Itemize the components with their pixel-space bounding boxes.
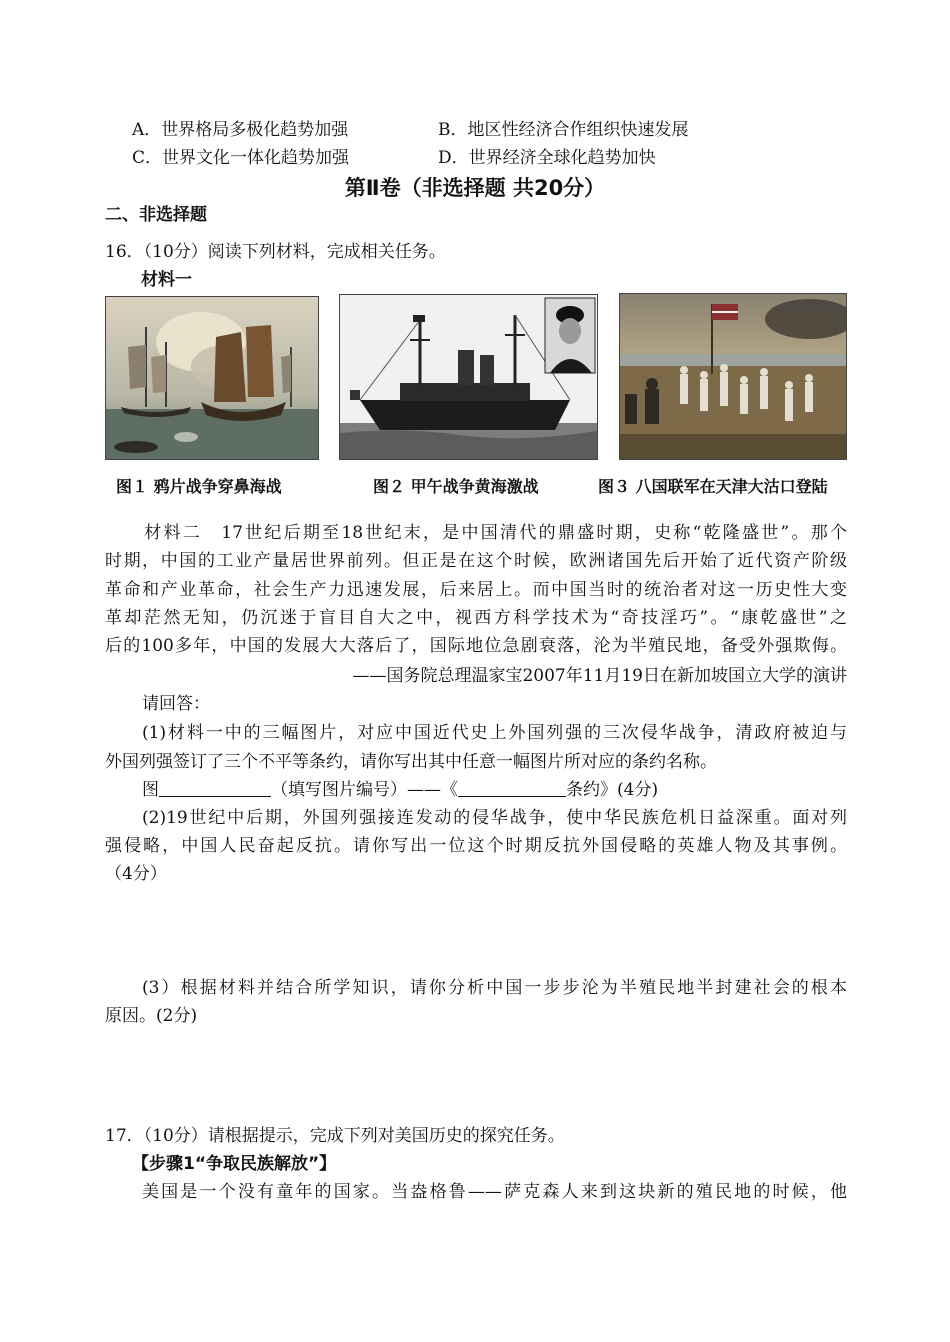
figure-3-caption: 图３ 八国联军在天津大沽口登陆 (598, 477, 828, 496)
part-title: 第Ⅱ卷（非选择题 共20分） (344, 176, 606, 200)
option-d: D．世界经济全球化趋势加快 (438, 148, 656, 168)
sub3-line: (3）根据材料并结合所学知识，请你分析中国一步步沦为半殖民地半封建社会的根本 (142, 978, 847, 998)
troops-landing-illustration (620, 294, 846, 459)
sub2-line: 强侵略，中国人民奋起反抗。请你写出一位这个时期反抗外国侵略的英雄人物及其事例。 (105, 836, 847, 856)
option-a: A．世界格局多极化趋势加强 (132, 120, 349, 140)
sub1-line: 外国列强签订了三个不平等条约，请你写出其中任意一幅图片所对应的条约名称。 (105, 752, 717, 772)
material2-line: 革却茫然无知，仍沉迷于盲目自大之中，视西方科学技术为“奇技淫巧”。“康乾盛世”之 (105, 608, 847, 628)
sub3-line: 原因。(2分) (105, 1006, 198, 1026)
material2-line: 时期，中国的工业产量居世界前列。但正是在这个时候，欧洲诸国先后开始了近代资产阶级 (105, 551, 847, 571)
figure-2-image (339, 294, 598, 460)
figure-number-blank[interactable] (159, 778, 271, 797)
material2-line: 后的100多年，中国的发展大大落后了，国际地位急剧衰落，沦为半殖民地，备受外强欺侮。 (105, 636, 847, 656)
sub2-line: (2)19世纪中后期，外国列强接连发动的侵华战争，使中华民族危机日益深重。面对列 (142, 808, 847, 828)
q16-stem: 16．（10分）阅读下列材料，完成相关任务。 (105, 242, 446, 262)
fill-in-line: 图 （填写图片编号）——《 条约》(4分) (142, 780, 659, 800)
sub2-line: （4分） (105, 864, 167, 884)
q17-step1: 【步骤1“争取民族解放”】 (132, 1154, 337, 1174)
material2-line: 革命和产业革命，社会生产力迅速发展，后来居上。而中国当时的统治者对这一历史性大变 (105, 580, 847, 600)
q17-line: 美国是一个没有童年的国家。当盎格鲁——萨克森人来到这块新的殖民地的时候，他 (142, 1182, 847, 1202)
option-b: B．地区性经济合作组织快速发展 (438, 120, 689, 140)
treaty-name-blank[interactable] (458, 778, 566, 797)
q17-stem: 17．（10分）请根据提示，完成下列对美国历史的探究任务。 (105, 1126, 565, 1146)
figure-1-image (105, 296, 319, 460)
section-heading: 二、非选择题 (105, 205, 207, 225)
material2-source: ——国务院总理温家宝2007年11月19日在新加坡国立大学的演讲 (352, 666, 847, 686)
material2-line: 材料二 17世纪后期至18世纪末，是中国清代的鼎盛时期，史称“乾隆盛世”。那个 (142, 523, 847, 543)
option-c: C．世界文化一体化趋势加强 (132, 148, 350, 168)
answer-prompt: 请回答： (142, 694, 210, 714)
warship-illustration (340, 295, 597, 459)
naval-battle-illustration (106, 297, 318, 459)
sub1-line: (1)材料一中的三幅图片，对应中国近代史上外国列强的三次侵华战争，清政府被迫与 (142, 723, 847, 743)
figure-3-image (619, 293, 847, 460)
material1-label: 材料一 (141, 270, 192, 290)
figure-1-caption: 图１ 鸦片战争穿鼻海战 (116, 477, 282, 496)
figure-2-caption: 图２ 甲午战争黄海激战 (373, 477, 539, 496)
